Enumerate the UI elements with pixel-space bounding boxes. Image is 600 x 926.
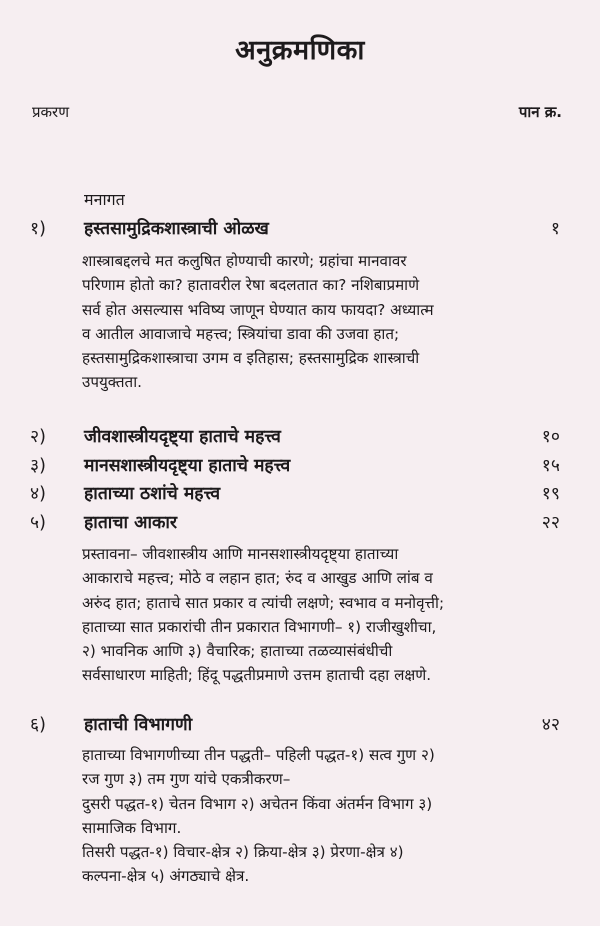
preface-entry: मनागत	[84, 190, 125, 209]
description-line: शास्त्राबद्दलचे मत कलुषित होण्याची कारणे; ग्रहांचा मानवावर	[82, 252, 407, 270]
entry-page-number: २२	[541, 513, 560, 533]
toc-entry	[0, 424, 600, 450]
description-line: कल्पना-क्षेत्र ५) अंगठ्याचे क्षेत्र.	[82, 867, 250, 886]
description-line: दुसरी पद्धत-१) चेतन विभाग २) अचेतन किंवा अंतर्मन विभाग ३)	[82, 794, 433, 813]
description-line: सामाजिक विभाग.	[82, 818, 182, 837]
entry-heading: हाताचा आकार	[84, 513, 178, 533]
entry-number: ४)	[30, 484, 46, 504]
entry-number: १)	[30, 219, 46, 239]
description-line: हाताच्या विभागणीच्या तीन पद्धती– पहिली पद्धत-१) सत्व गुण २)	[82, 746, 435, 764]
entry-page-number: १	[550, 219, 560, 239]
toc-entry	[0, 510, 600, 536]
entry-page-number: ४२	[541, 715, 560, 735]
description-line: परिणाम होतो का? हातावरील रेषा बदलतात का? नशिबाप्रमाणे	[82, 276, 420, 295]
toc-entry	[0, 712, 600, 738]
entry-heading: हस्तसामुद्रिकशास्त्राची ओळख	[84, 219, 269, 239]
description-line: आकाराचे महत्त्व; मोठे व लहान हात; रुंद व आखुड आणि लांब व	[82, 569, 433, 588]
entry-heading: हाताची विभागणी	[84, 715, 193, 735]
entry-heading: जीवशास्त्रीयदृष्ट्या हाताचे महत्त्व	[84, 427, 281, 447]
description-line: हाताच्या सात प्रकारांची तीन प्रकारात विभागणी– १) राजीखुशीचा,	[82, 617, 437, 636]
entry-description	[82, 743, 562, 889]
description-line: अरुंद हात; हाताचे सात प्रकार व त्यांची लक्षणे; स्वभाव व मनोवृत्ती;	[82, 593, 445, 612]
toc-entry	[0, 453, 600, 479]
entry-number: ५)	[30, 513, 46, 533]
description-line: २) भावनिक आणि ३) वैचारिक; हाताच्या तळव्यासंबंधीची	[82, 642, 393, 661]
entry-page-number: १५	[541, 456, 560, 476]
entry-page-number: १९	[541, 484, 560, 504]
description-line: व आतील आवाजाचे महत्त्व; स्त्रियांचा डावा की उजवा हात;	[82, 324, 400, 343]
description-line: उपयुक्तता.	[82, 373, 142, 392]
description-line: तिसरी पद्धत-१) विचार-क्षेत्र २) क्रिया-क्षेत्र ३) प्रेरणा-क्षेत्र ४)	[82, 843, 404, 862]
page-number-column-header: पान क्र.	[518, 103, 562, 121]
page-title: अनुक्रमणिका	[235, 35, 365, 66]
description-line: हस्तसामुद्रिकशास्त्राचा उगम व इतिहास; हस्तसामुद्रिक शास्त्राची	[82, 349, 420, 368]
chapter-column-header: प्रकरण	[32, 103, 70, 121]
description-line: प्रस्तावना– जीवशास्त्रीय आणि मानसशास्त्रीयदृष्ट्या हाताच्या	[82, 545, 399, 563]
toc-entry	[0, 481, 600, 507]
entry-number: ३)	[30, 456, 46, 476]
toc-entry	[0, 216, 600, 242]
entry-description	[82, 249, 562, 395]
entry-number: २)	[30, 427, 46, 447]
entry-number: ६)	[30, 715, 46, 735]
entry-heading: मानसशास्त्रीयदृष्ट्या हाताचे महत्त्व	[84, 456, 291, 476]
entry-page-number: १०	[541, 427, 560, 447]
entry-description	[82, 542, 562, 688]
description-line: रज गुण ३) तम गुण यांचे एकत्रीकरण–	[82, 770, 291, 789]
entry-heading: हाताच्या ठशांचे महत्त्व	[84, 484, 221, 504]
description-line: सर्वसाधारण माहिती; हिंदू पद्धतीप्रमाणे उत्तम हाताची दहा लक्षणे.	[82, 666, 432, 685]
description-line: सर्व होत असल्यास भविष्य जाणून घेण्यात काय फायदा? अध्यात्म	[82, 300, 434, 319]
